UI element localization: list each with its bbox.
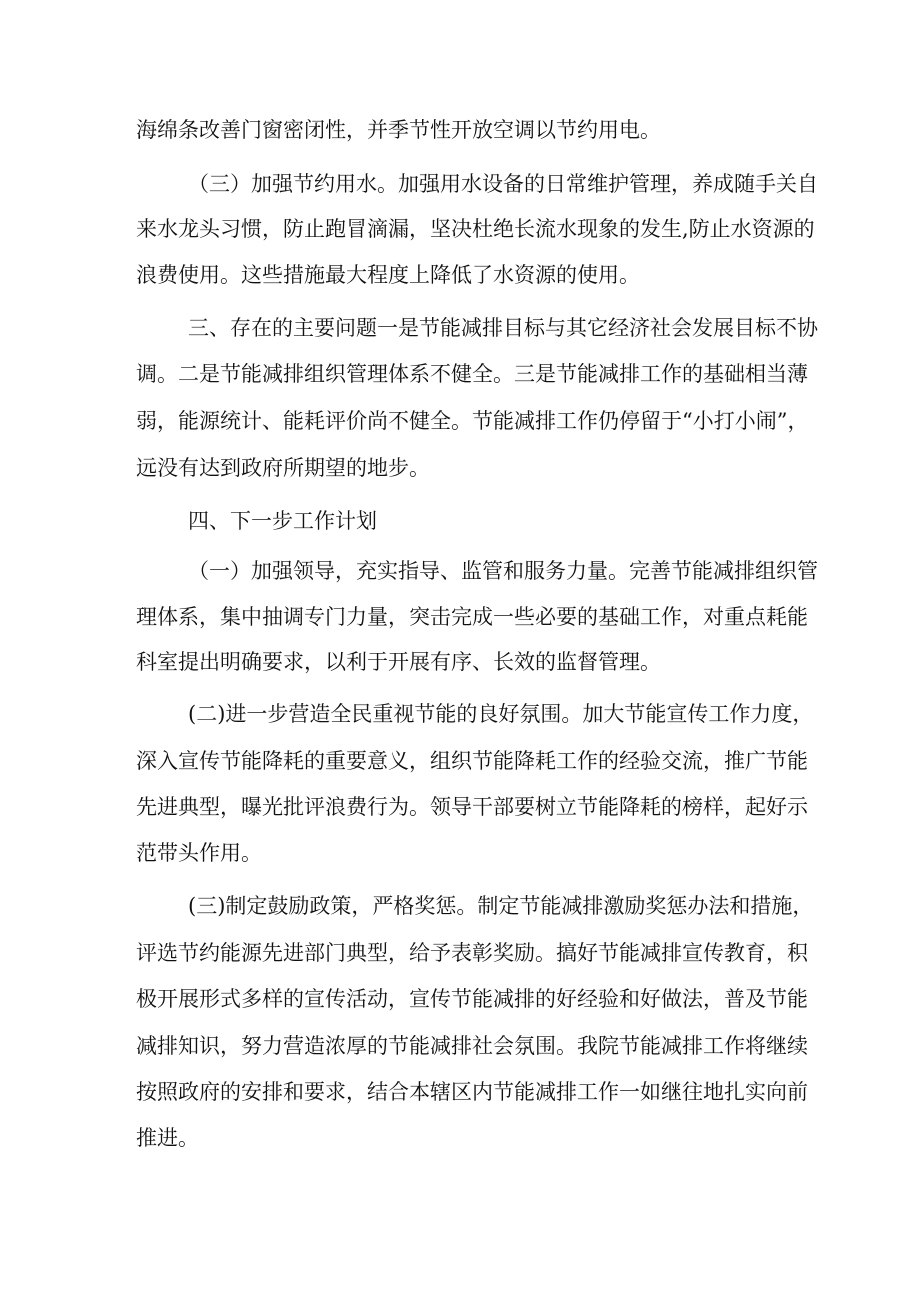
- text-line-4: 浪费使用。这些措施最大程度上降低了水资源的使用。: [136, 263, 640, 287]
- text-line-5: 三、存在的主要问题一是节能减排目标与其它经济社会发展目标不协: [188, 316, 818, 340]
- text-line-19: 极开展形式多样的宣传活动，宣传节能减排的好经验和好做法，普及节能: [136, 987, 808, 1011]
- text-line-14: 深入宣传节能降耗的重要意义，组织节能降耗工作的经验交流，推广节能: [136, 749, 808, 773]
- text-line-1: 海绵条改善门窗密闭性，并季节性开放空调以节约用电。: [136, 118, 661, 142]
- text-line-7: 弱，能源统计、能耗评价尚不健全。节能减排工作仍停留于“小打小闹”，: [136, 409, 809, 433]
- text-line-18: 评选节约能源先进部门典型，给予表彰奖励。搞好节能减排宣传教育，积: [136, 941, 808, 965]
- text-line-2: （三）加强节约用水。加强用水设备的日常维护管理，养成随手关自: [188, 172, 818, 196]
- text-line-15: 先进典型，曝光批评浪费行为。领导干部要树立节能降耗的榜样，起好示: [136, 795, 808, 819]
- text-line-17: (三)制定鼓励政策，严格奖惩。制定节能减排激励奖惩办法和措施，: [188, 894, 814, 918]
- section-heading: 四、下一步工作计划: [188, 509, 377, 533]
- text-line-6: 调。二是节能减排组织管理体系不健全。三是节能减排工作的基础相当薄: [136, 362, 808, 386]
- text-line-10: （一）加强领导，充实指导、监管和服务力量。完善节能减排组织管: [188, 559, 818, 583]
- text-line-16: 范带头作用。: [136, 841, 262, 865]
- text-line-12: 科室提出明确要求，以利于开展有序、长效的监督管理。: [136, 650, 661, 674]
- text-line-3: 来水龙头习惯，防止跑冒滴漏，坚决杜绝长流水现象的发生,防止水资源的: [136, 217, 815, 241]
- text-line-8: 远没有达到政府所期望的地步。: [136, 456, 430, 480]
- text-line-20: 减排知识，努力营造浓厚的节能减排社会氛围。我院节能减排工作将继续: [136, 1034, 808, 1058]
- text-line-22: 推进。: [136, 1126, 199, 1150]
- text-line-13: (二)进一步营造全民重视节能的良好氛围。加大节能宣传工作力度，: [188, 702, 814, 726]
- text-line-11: 理体系，集中抽调专门力量，突击完成一些必要的基础工作，对重点耗能: [136, 605, 808, 629]
- text-line-21: 按照政府的安排和要求，结合本辖区内节能减排工作一如继往地扎实向前: [136, 1080, 808, 1104]
